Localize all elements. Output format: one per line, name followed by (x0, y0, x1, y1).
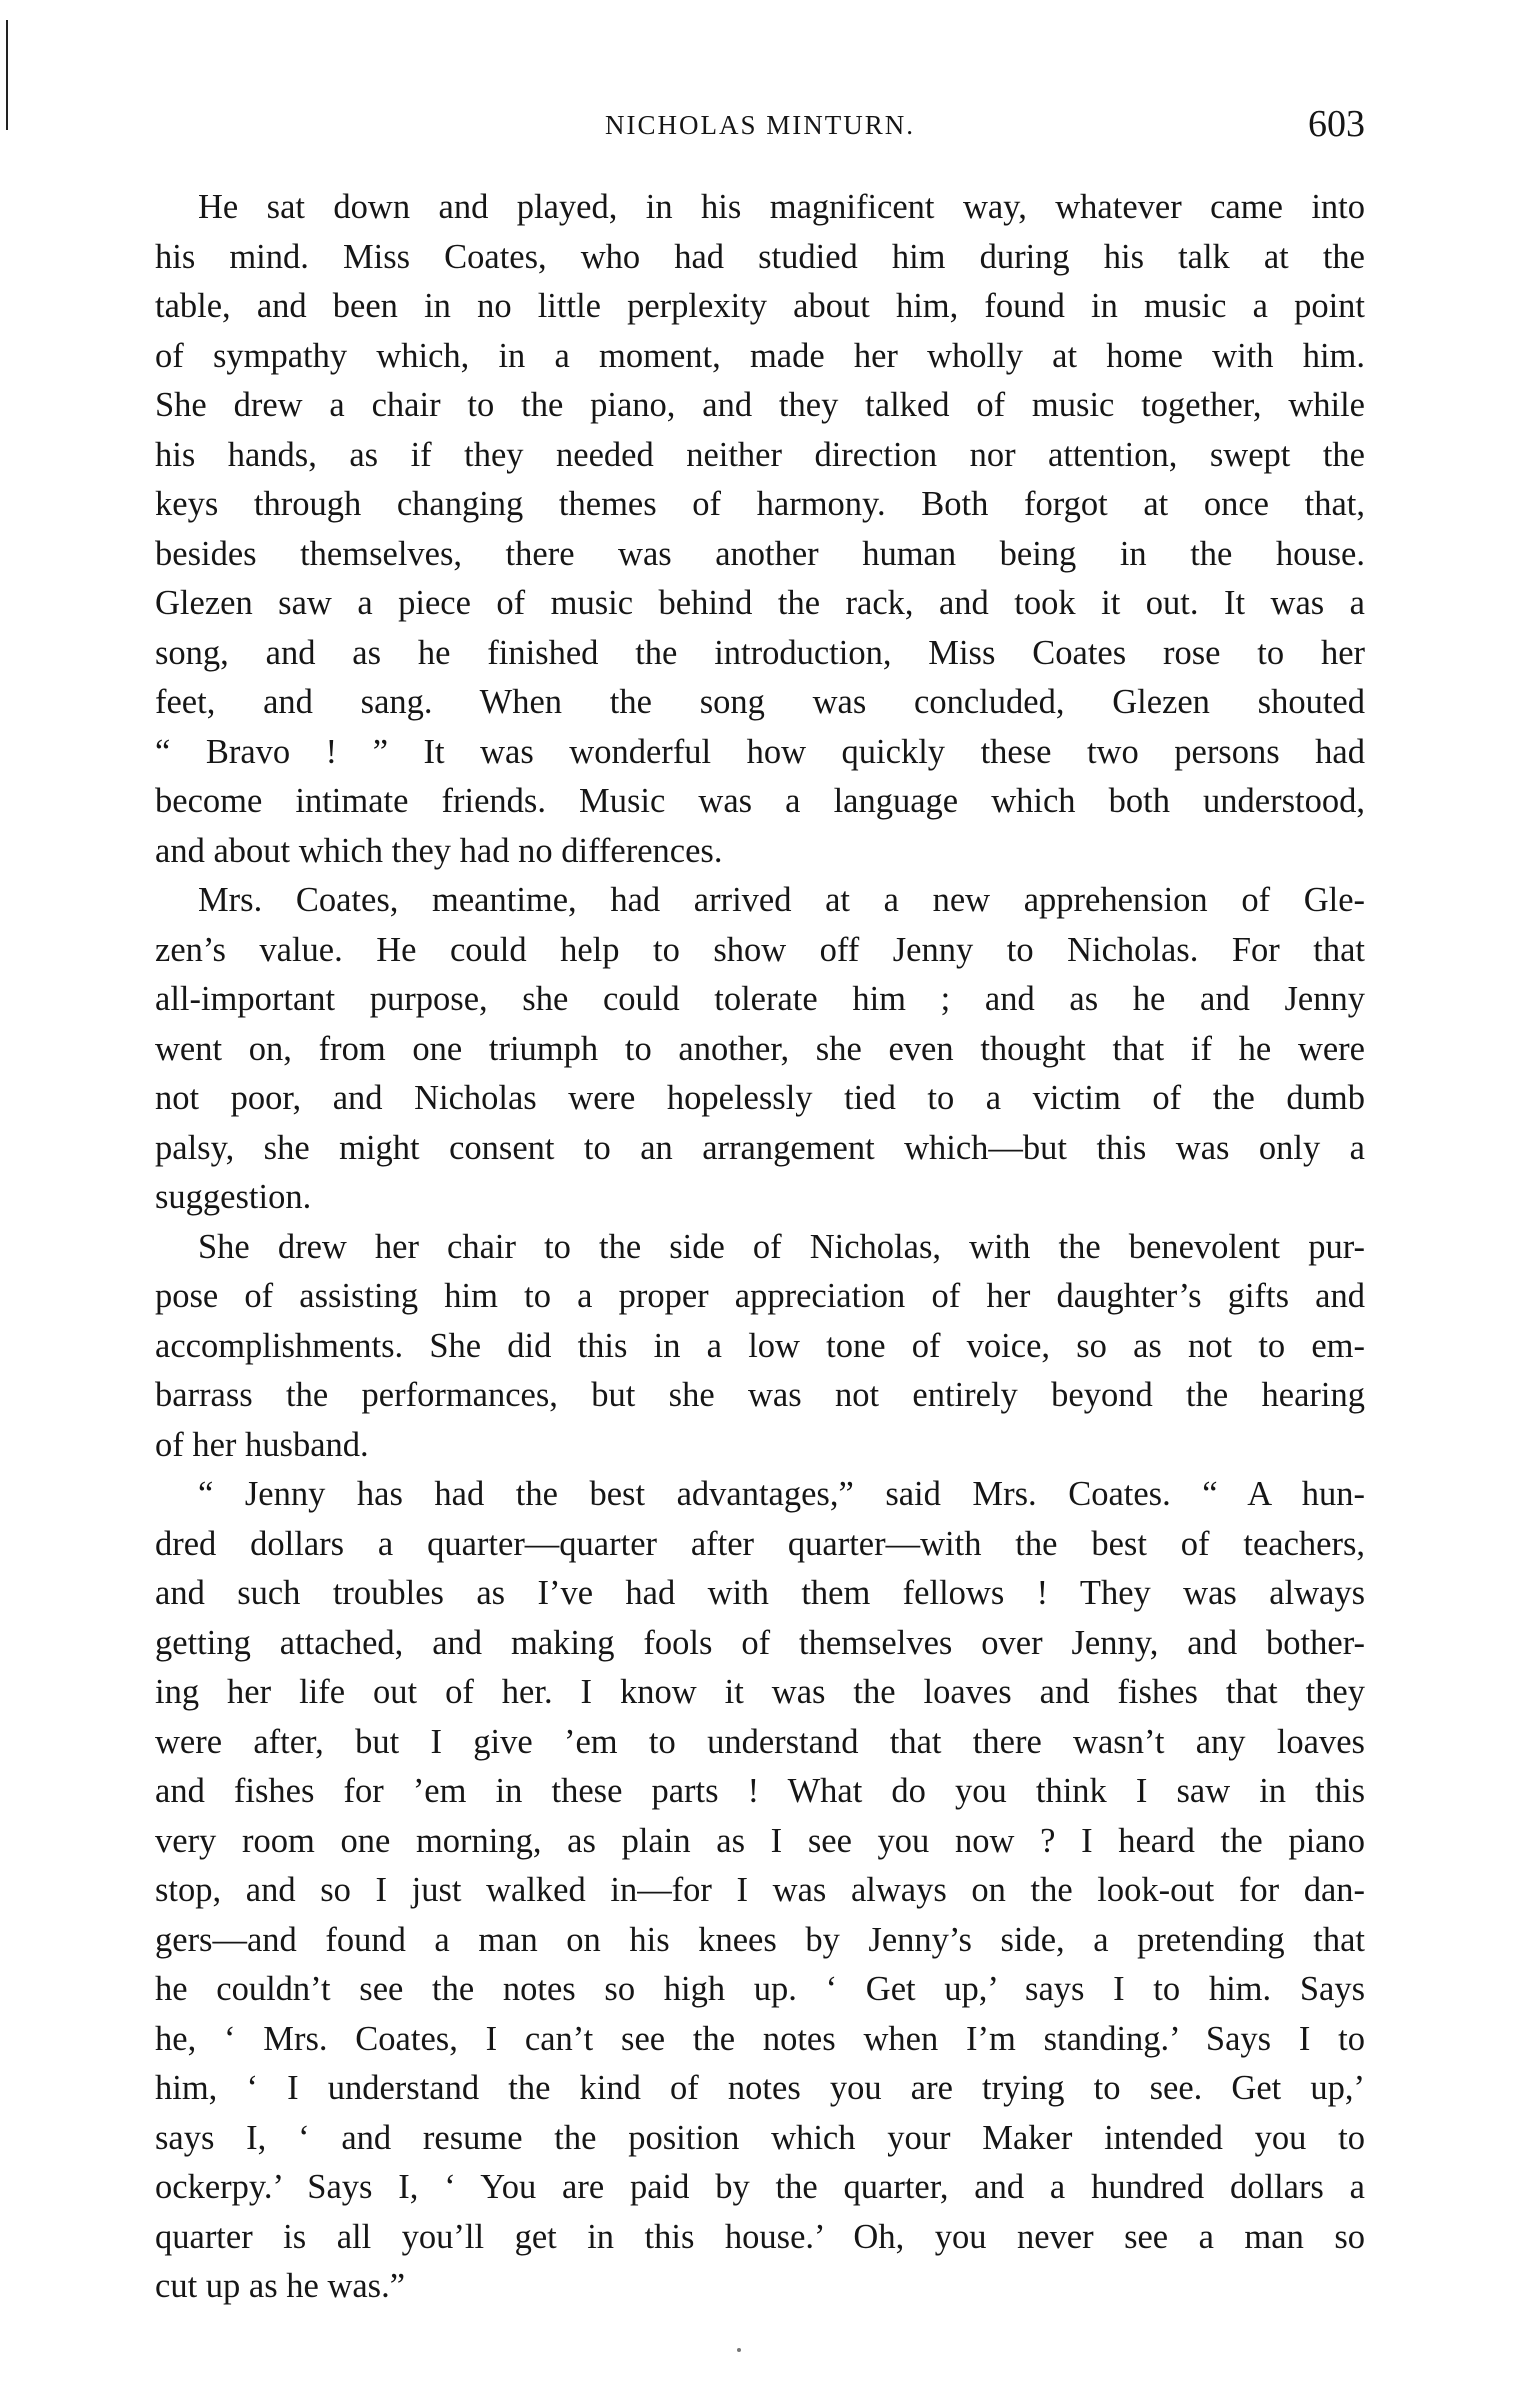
text-line: him, ‘ I understand the kind of notes you are trying to see. Get up,’ (155, 2069, 1365, 2107)
text-line: he couldn’t see the notes so high up. ‘ Get up,’ says I to him. Says (155, 1970, 1365, 2008)
text-line: feet, and sang. When the song was concluded, Glezen shouted (155, 683, 1365, 721)
text-line: very room one morning, as plain as I see you now ? I heard the piano (155, 1821, 1365, 1860)
text-line: zen’s value. He could help to show off Jenny to Nicholas. For that (155, 930, 1365, 969)
text-line: He sat down and played, in his magnificent way, whatever came into (198, 188, 1365, 226)
text-line: gers—and found a man on his knees by Jenny’s side, a pretending that (155, 1920, 1365, 1959)
text-line: Glezen saw a piece of music behind the rack, and took it out. It was a (155, 584, 1365, 622)
text-line: went on, from one triumph to another, she even thought that if he were (155, 1029, 1365, 1068)
text-line: and such troubles as I’ve had with them fellows ! They was always (155, 1574, 1365, 1612)
text-line: cut up as he was.” (155, 2267, 406, 2305)
running-title: NICHOLAS MINTURN. (605, 110, 915, 140)
body-text (155, 183, 1365, 2312)
text-line: stop, and so I just walked in—for I was always on the look-out for dan- (155, 1871, 1365, 1909)
margin-rule (6, 20, 8, 130)
text-line: ing her life out of her. I know it was the loaves and fishes that they (155, 1673, 1365, 1711)
text-line: says I, ‘ and resume the position which your Maker intended you to (155, 2118, 1365, 2157)
text-line: keys through changing themes of harmony. Both forgot at once that, (155, 485, 1365, 523)
text-line: pose of assisting him to a proper appreciation of her daughter’s gifts and (155, 1277, 1365, 1315)
text-line: and fishes for ’em in these parts ! What do you think I saw in this (155, 1772, 1365, 1810)
text-line: besides themselves, there was another human being in the house. (155, 534, 1365, 573)
text-line: were after, but I give ’em to understand that there wasn’t any loaves (155, 1722, 1365, 1761)
text-line: of sympathy which, in a moment, made her wholly at home with him. (155, 336, 1365, 375)
text-line: table, and been in no little perplexity about him, found in music a point (155, 287, 1365, 325)
paragraph (155, 876, 1365, 1223)
print-speck (737, 2348, 741, 2352)
text-line: palsy, she might consent to an arrangement which—but this was only a (155, 1128, 1365, 1167)
text-line: Mrs. Coates, meantime, had arrived at a new apprehension of Gle- (198, 881, 1365, 919)
page-number: 603 (1308, 103, 1365, 145)
text-line: of her husband. (155, 1425, 369, 1464)
page-header (155, 102, 1365, 152)
text-line: getting attached, and making fools of themselves over Jenny, and bother- (155, 1623, 1365, 1662)
text-line: “ Bravo ! ” It was wonderful how quickly these two persons had (155, 732, 1365, 771)
text-line: his hands, as if they needed neither direction nor attention, swept the (155, 435, 1365, 474)
text-line: ockerpy.’ Says I, ‘ You are paid by the quarter, and a hundred dollars a (155, 2168, 1365, 2206)
text-line: dred dollars a quarter—quarter after quarter—with the best of teachers, (155, 1524, 1365, 1563)
text-line: quarter is all you’ll get in this house.’ Oh, you never see a man so (155, 2217, 1365, 2256)
text-line: not poor, and Nicholas were hopelessly tied to a victim of the dumb (155, 1079, 1365, 1117)
text-line: “ Jenny has had the best advantages,” said Mrs. Coates. “ A hun- (198, 1475, 1365, 1513)
text-line: his mind. Miss Coates, who had studied him during his talk at the (155, 237, 1365, 276)
text-line: She drew a chair to the piano, and they talked of music together, while (155, 386, 1365, 424)
paragraph (155, 1223, 1365, 1471)
text-line: barrass the performances, but she was not entirely beyond the hearing (155, 1376, 1365, 1414)
text-line: She drew her chair to the side of Nicholas, with the benevolent pur- (198, 1227, 1365, 1266)
paragraph (155, 183, 1365, 876)
paragraph (155, 1470, 1365, 2312)
text-line: he, ‘ Mrs. Coates, I can’t see the notes when I’m standing.’ Says I to (155, 2019, 1365, 2058)
text-line: song, and as he finished the introduction, Miss Coates rose to her (155, 633, 1365, 672)
text-line: become intimate friends. Music was a language which both understood, (155, 782, 1365, 820)
text-line: all-important purpose, she could tolerate him ; and as he and Jenny (155, 980, 1365, 1018)
text-line: and about which they had no differences. (155, 831, 723, 870)
text-line: suggestion. (155, 1178, 312, 1216)
text-line: accomplishments. She did this in a low tone of voice, so as not to em- (155, 1326, 1365, 1365)
